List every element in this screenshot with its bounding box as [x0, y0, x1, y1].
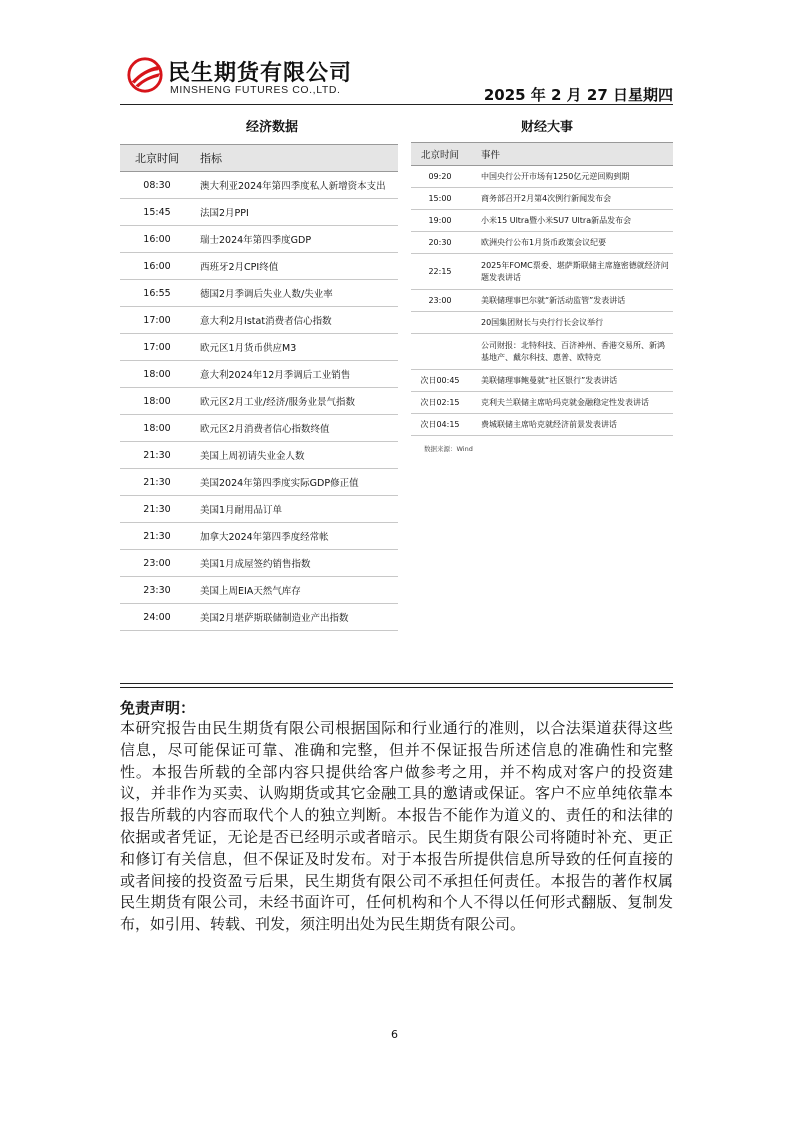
- row-time: 15:00: [411, 188, 469, 210]
- row-time: 20:30: [411, 232, 469, 254]
- data-source-note: 数据来源：Wind: [424, 445, 473, 453]
- row-event: 2025年FOMC票委、堪萨斯联储主席施密德就经济问题发表讲话: [469, 254, 673, 290]
- row-indicator: 欧元区2月工业/经济/服务业景气指数: [194, 388, 398, 415]
- table-row: [411, 392, 673, 414]
- row-time: 17:00: [120, 307, 194, 334]
- row-event: 中国央行公开市场有1250亿元逆回购到期: [469, 166, 673, 188]
- table-row: [120, 361, 398, 388]
- minsheng-logo-icon: [126, 56, 164, 94]
- row-time: 23:00: [120, 550, 194, 577]
- table-row: [120, 550, 398, 577]
- row-indicator: 欧元区1月货币供应M3: [194, 334, 398, 361]
- disclaimer-divider-thin: [120, 687, 673, 688]
- row-time: 18:00: [120, 361, 194, 388]
- row-indicator: 美国1月成屋签约销售指数: [194, 550, 398, 577]
- row-indicator: 加拿大2024年第四季度经常帐: [194, 523, 398, 550]
- fin-section-title: 财经大事: [521, 120, 574, 135]
- row-event: 商务部召开2月第4次例行新闻发布会: [469, 188, 673, 210]
- row-indicator: 欧元区2月消费者信心指数终值: [194, 415, 398, 442]
- econ-section-title: 经济数据: [246, 120, 299, 135]
- table-row: [411, 414, 673, 436]
- table-row: [120, 604, 398, 631]
- company-logo: [126, 56, 366, 100]
- col-header-time: 北京时间: [120, 145, 194, 172]
- disclaimer-body: 本研究报告由民生期货有限公司根据国际和行业通行的准则，以合法渠道获得这些信息，尽可能保证可靠、准确和完整，但并不保证报告所述信息的准确性和完整性。本报告所载的全部内容只提供给客户做参考之用，并不构成对客户的投资建议，并非作为买卖、认购期货或其它金融工具的邀请或保证。客户不应单纯依靠本报告所载的内容而取代个人的独立判断。本报告不能作为道义的、责任的和法律的依据或者凭证，无论是否已经明示或者暗示。民生期货有限公司将随时补充、更正和修订有关信息，但不保证及时发布。对于本报告所提供信息所导致的任何直接的或者间接的投资盈亏后果，民生期货有限公司不承担任何责任。本报告的著作权属民生期货有限公司，未经书面许可，任何机构和个人不得以任何形式翻版、复制发布，如引用、转载、刊发，须注明出处为民生期货有限公司。: [120, 719, 673, 934]
- row-time: 21:30: [120, 523, 194, 550]
- table-row: [411, 232, 673, 254]
- col-header-event: 事件: [469, 143, 673, 166]
- table-header-row: [120, 145, 398, 172]
- row-indicator: 美国上周EIA天然气库存: [194, 577, 398, 604]
- row-event: 公司财报：北特科技、百济神州、香港交易所、新鸿基地产、戴尔科技、惠普、欧特克: [469, 334, 673, 370]
- table-row: [120, 415, 398, 442]
- row-event: 美联储理事巴尔就“新活动监管”发表讲话: [469, 290, 673, 312]
- table-header-row: [411, 143, 673, 166]
- row-time: 21:30: [120, 496, 194, 523]
- table-row: [120, 280, 398, 307]
- row-time: 次日04:15: [411, 414, 469, 436]
- row-time: [411, 312, 469, 334]
- row-time: 23:30: [120, 577, 194, 604]
- row-event: 20国集团财长与央行行长会议举行: [469, 312, 673, 334]
- company-name-cn: 民生期货有限公司: [168, 61, 353, 86]
- table-row: [411, 334, 673, 370]
- company-name-en: MINSHENG FUTURES CO.,LTD.: [170, 84, 341, 96]
- row-time: 17:00: [120, 334, 194, 361]
- table-row: [411, 254, 673, 290]
- row-event: 小米15 Ultra暨小米SU7 Ultra新品发布会: [469, 210, 673, 232]
- row-time: [411, 334, 469, 370]
- row-time: 18:00: [120, 415, 194, 442]
- row-indicator: 法国2月PPI: [194, 199, 398, 226]
- econ-data-table: [120, 144, 398, 631]
- table-row: [120, 172, 398, 199]
- row-time: 16:00: [120, 226, 194, 253]
- table-row: [411, 188, 673, 210]
- row-time: 次日02:15: [411, 392, 469, 414]
- col-header-time: 北京时间: [411, 143, 469, 166]
- table-row: [120, 334, 398, 361]
- row-indicator: 意大利2024年12月季调后工业销售: [194, 361, 398, 388]
- row-indicator: 瑞士2024年第四季度GDP: [194, 226, 398, 253]
- row-time: 08:30: [120, 172, 194, 199]
- table-row: [411, 166, 673, 188]
- row-time: 23:00: [411, 290, 469, 312]
- row-time: 18:00: [120, 388, 194, 415]
- table-row: [120, 253, 398, 280]
- page-number: 6: [391, 1028, 398, 1041]
- row-indicator: 澳大利亚2024年第四季度私人新增资本支出: [194, 172, 398, 199]
- row-indicator: 美国1月耐用品订单: [194, 496, 398, 523]
- row-time: 16:55: [120, 280, 194, 307]
- row-event: 克利夫兰联储主席哈玛克就金融稳定性发表讲话: [469, 392, 673, 414]
- table-row: [411, 290, 673, 312]
- row-event: 欧洲央行公布1月货币政策会议纪要: [469, 232, 673, 254]
- disclaimer-title: 免责声明：: [120, 699, 196, 717]
- table-row: [120, 199, 398, 226]
- table-row: [411, 370, 673, 392]
- table-row: [120, 307, 398, 334]
- report-date: 2025 年 2 月 27 日星期四: [483, 86, 673, 104]
- table-row: [120, 226, 398, 253]
- row-time: 22:15: [411, 254, 469, 290]
- row-time: 09:20: [411, 166, 469, 188]
- row-indicator: 美国上周初请失业金人数: [194, 442, 398, 469]
- row-indicator: 美国2月堪萨斯联储制造业产出指数: [194, 604, 398, 631]
- disclaimer-divider-thick: [120, 683, 673, 684]
- row-time: 19:00: [411, 210, 469, 232]
- table-row: [120, 388, 398, 415]
- row-indicator: 德国2月季调后失业人数/失业率: [194, 280, 398, 307]
- row-indicator: 美国2024年第四季度实际GDP修正值: [194, 469, 398, 496]
- col-header-indicator: 指标: [194, 145, 398, 172]
- table-row: [411, 312, 673, 334]
- table-row: [120, 469, 398, 496]
- row-event: 美联储理事鲍曼就“社区银行”发表讲话: [469, 370, 673, 392]
- table-row: [120, 496, 398, 523]
- row-time: 24:00: [120, 604, 194, 631]
- row-time: 21:30: [120, 442, 194, 469]
- fin-events-table: [411, 142, 673, 436]
- row-time: 次日00:45: [411, 370, 469, 392]
- row-indicator: 西班牙2月CPI终值: [194, 253, 398, 280]
- row-time: 21:30: [120, 469, 194, 496]
- table-row: [120, 577, 398, 604]
- row-time: 16:00: [120, 253, 194, 280]
- header-divider: [120, 104, 673, 105]
- row-time: 15:45: [120, 199, 194, 226]
- table-row: [120, 523, 398, 550]
- row-indicator: 意大利2月Istat消费者信心指数: [194, 307, 398, 334]
- table-row: [120, 442, 398, 469]
- row-event: 费城联储主席哈克就经济前景发表讲话: [469, 414, 673, 436]
- table-row: [411, 210, 673, 232]
